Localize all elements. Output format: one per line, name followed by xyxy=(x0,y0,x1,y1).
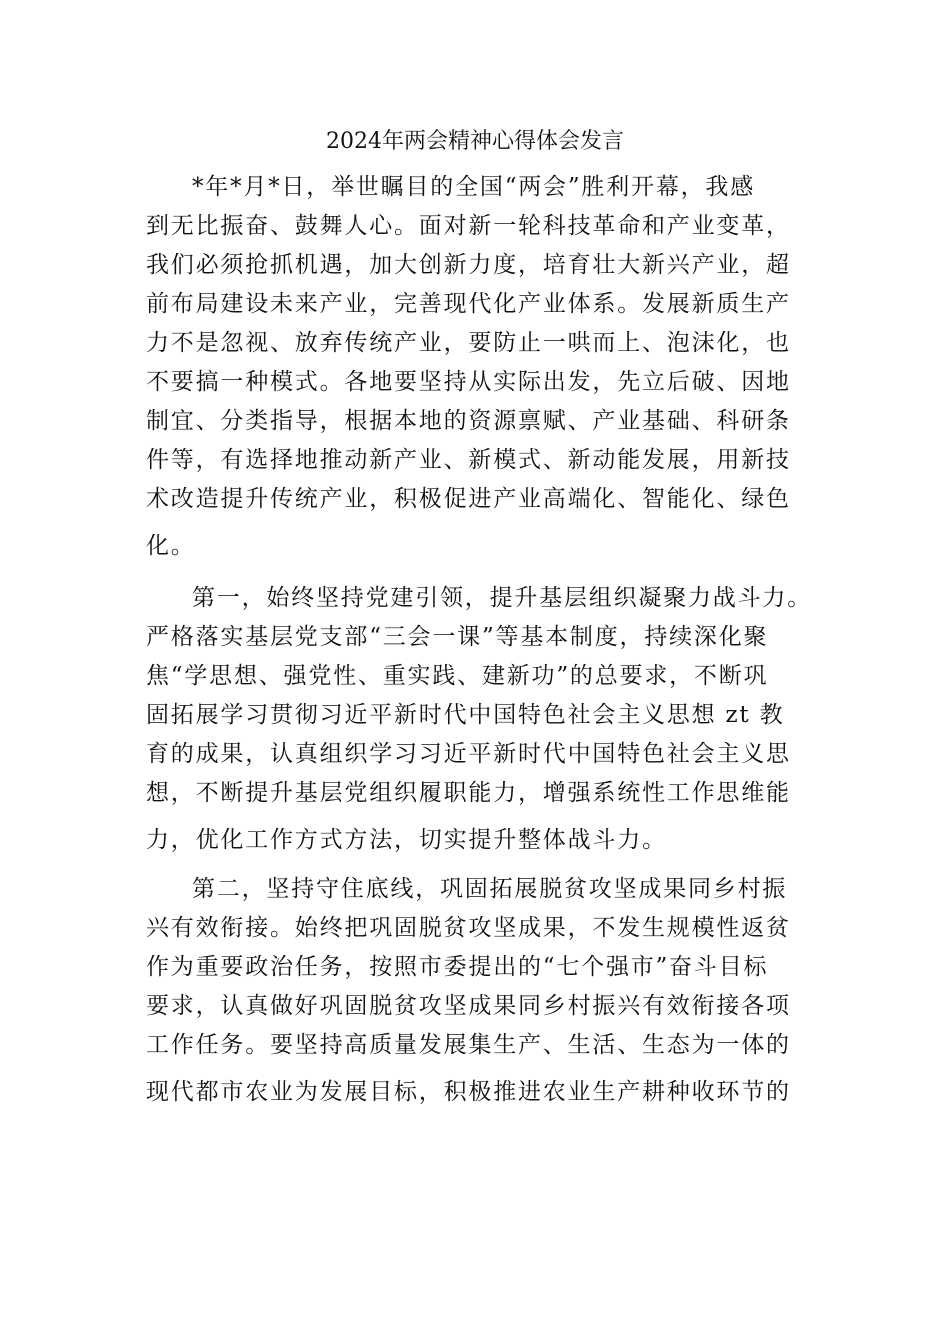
paragraph-line: 我们必须抢抓机遇，加大创新力度，培育壮大新兴产业，超 xyxy=(146,252,791,278)
paragraph-line: 力，优化工作方式方法，切实提升整体战斗力。 xyxy=(146,827,667,853)
paragraph-line: 件等，有选择地推动新产业、新模式、新动能发展，用新技 xyxy=(146,447,791,473)
paragraph-intro xyxy=(146,168,810,566)
paragraph-line: 第二，坚持守住底线，巩固拓展脱贫攻坚成果同乡村振 xyxy=(192,876,788,902)
paragraph-line: 力不是忽视、放弃传统产业，要防止一哄而上、泡沫化，也 xyxy=(146,330,791,356)
paragraph-line: 化。 xyxy=(146,533,196,559)
paragraph-second-point xyxy=(146,870,810,1112)
paragraph-line: 术改造提升传统产业，积极促进产业高端化、智能化、绿色 xyxy=(146,486,791,512)
paragraph-line: 第一，始终坚持党建引领，提升基层组织凝聚力战斗力。 xyxy=(192,585,812,611)
paragraph-line: 育的成果，认真组织学习习近平新时代中国特色社会主义思 xyxy=(146,741,791,767)
paragraph-line: 严格落实基层党支部“三会一课”等基本制度，持续深化聚 xyxy=(146,624,769,650)
paragraph-line: 到无比振奋、鼓舞人心。面对新一轮科技革命和产业变革， xyxy=(146,213,791,239)
paragraph-line: 制宜、分类指导，根据本地的资源禀赋、产业基础、科研条 xyxy=(146,408,791,434)
paragraph-first-point xyxy=(146,579,810,860)
paragraph-line: 要求，认真做好巩固脱贫攻坚成果同乡村振兴有效衔接各项 xyxy=(146,993,791,1019)
paragraph-line: 工作任务。要坚持高质量发展集生产、生活、生态为一体的 xyxy=(146,1032,791,1058)
paragraph-line: *年*月*日，举世瞩目的全国“两会”胜利开幕，我感 xyxy=(192,174,756,200)
paragraph-line: 现代都市农业为发展目标，积极推进农业生产耕种收环节的 xyxy=(146,1079,791,1105)
paragraph-line: 不要搞一种模式。各地要坚持从实际出发，先立后破、因地 xyxy=(146,369,791,395)
paragraph-line: 作为重要政治任务，按照市委提出的“七个强市”奋斗目标 xyxy=(146,954,769,980)
paragraph-line: 前布局建设未来产业，完善现代化产业体系。发展新质生产 xyxy=(146,291,791,317)
document-title: 2024年两会精神心得体会发言 xyxy=(326,129,624,154)
paragraph-line: 焦“学思想、强党性、重实践、建新功”的总要求，不断巩 xyxy=(146,663,769,689)
paragraph-line: 想，不断提升基层党组织履职能力，增强系统性工作思维能 xyxy=(146,780,791,806)
paragraph-line: 兴有效衔接。始终把巩固脱贫攻坚成果，不发生规模性返贫 xyxy=(146,915,791,941)
paragraph-line: 固拓展学习贯彻习近平新时代中国特色社会主义思想 zt 教 xyxy=(146,702,785,728)
